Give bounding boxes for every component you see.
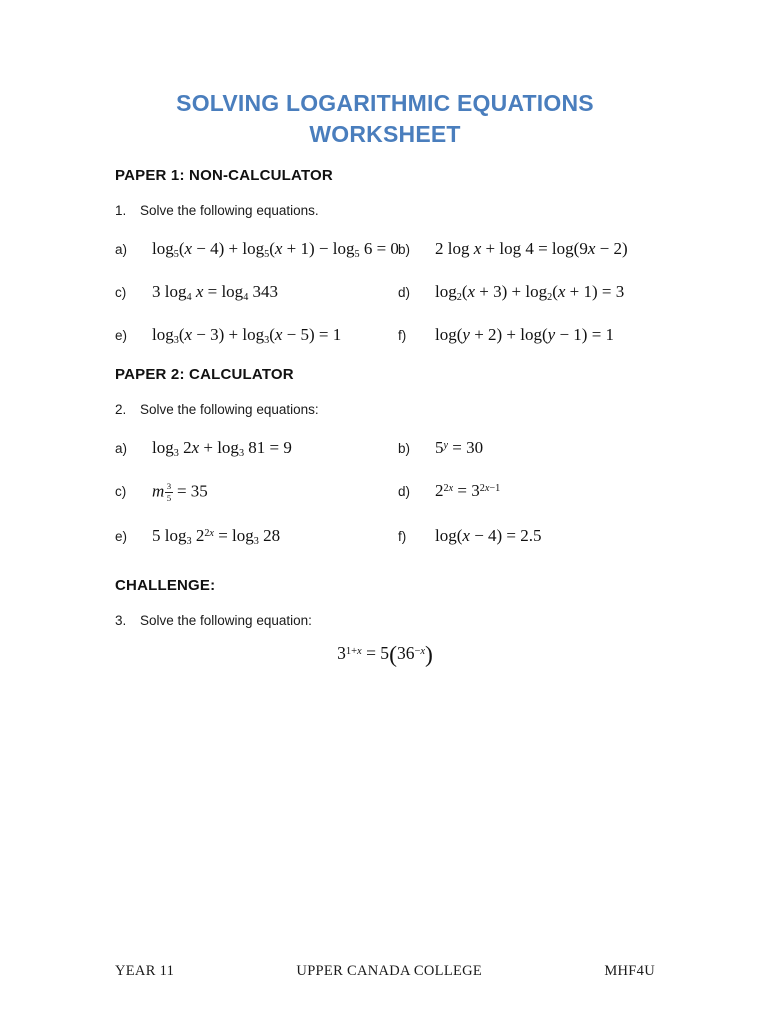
problem-label: c) xyxy=(115,484,127,500)
problem-label: f) xyxy=(398,328,407,344)
challenge-instruction xyxy=(115,613,655,628)
equation: $\log_3 2x + \log_3 81 = 9$ xyxy=(152,438,292,460)
paper1-problems xyxy=(115,239,655,346)
problem-1d xyxy=(398,282,655,303)
instruction-text: Solve the following equations: xyxy=(140,402,319,418)
problem-label: e) xyxy=(115,328,128,344)
footer-year: YEAR 11 xyxy=(115,963,175,979)
problem-2d xyxy=(398,481,655,503)
problem-1a xyxy=(115,239,398,260)
paper2-problems xyxy=(115,438,655,546)
paper2-heading: PAPER 2: CALCULATOR xyxy=(115,366,294,384)
problem-label: e) xyxy=(115,528,128,544)
problem-2c xyxy=(115,481,398,503)
problem-label: d) xyxy=(398,484,411,500)
instruction-text: Solve the following equation: xyxy=(140,612,312,628)
page-title xyxy=(115,88,655,150)
problem-label: a) xyxy=(115,242,128,258)
problem-label: b) xyxy=(398,242,411,258)
challenge-heading: CHALLENGE: xyxy=(115,576,216,594)
equation: $2^{2x} = 3^{2x-1}$ xyxy=(435,481,501,501)
problem-2b xyxy=(398,438,655,459)
problem-label: a) xyxy=(115,441,128,457)
equation: 5 $\log_3 2^{2x} = \log_3 28$ xyxy=(152,525,281,547)
instruction-number: 2. xyxy=(115,402,127,418)
challenge-equation: $3^{1+x} = 5(36^{-x})$ xyxy=(337,641,433,668)
instruction-text: Solve the following equations. xyxy=(140,203,319,219)
equation: 3 $\log_4 x = \log_4 343$ xyxy=(152,282,279,304)
instruction-number: 1. xyxy=(115,203,127,219)
footer-school: UPPER CANADA COLLEGE xyxy=(296,963,483,979)
instruction-number: 3. xyxy=(115,612,127,628)
equation: m $\frac{3}{5}$ = 35 xyxy=(152,481,208,503)
problem-1f xyxy=(398,325,655,346)
equation: $\log_5(x - 4) + \log_5(x + 1) - \log_5 6 = 0$ xyxy=(152,239,399,261)
problem-1e xyxy=(115,325,398,346)
problem-2e xyxy=(115,526,398,547)
page-footer xyxy=(115,963,655,980)
equation: log(x − 4) = 2.5 xyxy=(435,525,542,545)
equation: $5^y = 30$ xyxy=(435,438,484,458)
paper2-instruction xyxy=(115,402,655,417)
footer-course-code: MHF4U xyxy=(604,963,655,979)
challenge-equation-row xyxy=(115,642,655,669)
paper1-instruction xyxy=(115,203,655,218)
problem-1b xyxy=(398,239,655,260)
equation: log(y + 2) + log(y − 1) = 1 xyxy=(435,325,615,345)
problem-2f xyxy=(398,526,655,547)
problem-label: d) xyxy=(398,285,411,301)
problem-1c xyxy=(115,282,398,303)
paper1-heading: PAPER 1: NON-CALCULATOR xyxy=(115,167,333,185)
title-line-2: WORKSHEET xyxy=(309,121,461,148)
problem-label: c) xyxy=(115,285,127,301)
problem-2a xyxy=(115,438,398,459)
title-line-1: SOLVING LOGARITHMIC EQUATIONS xyxy=(176,90,594,116)
problem-label: f) xyxy=(398,528,407,544)
equation: 2 log x + log 4 = log(9x − 2) xyxy=(435,239,628,259)
equation: $\log_3(x - 3) + \log_3(x - 5) = 1$ xyxy=(152,325,342,347)
problem-label: b) xyxy=(398,441,411,457)
equation: $\log_2(x + 3) + \log_2(x + 1) = 3$ xyxy=(435,282,625,304)
